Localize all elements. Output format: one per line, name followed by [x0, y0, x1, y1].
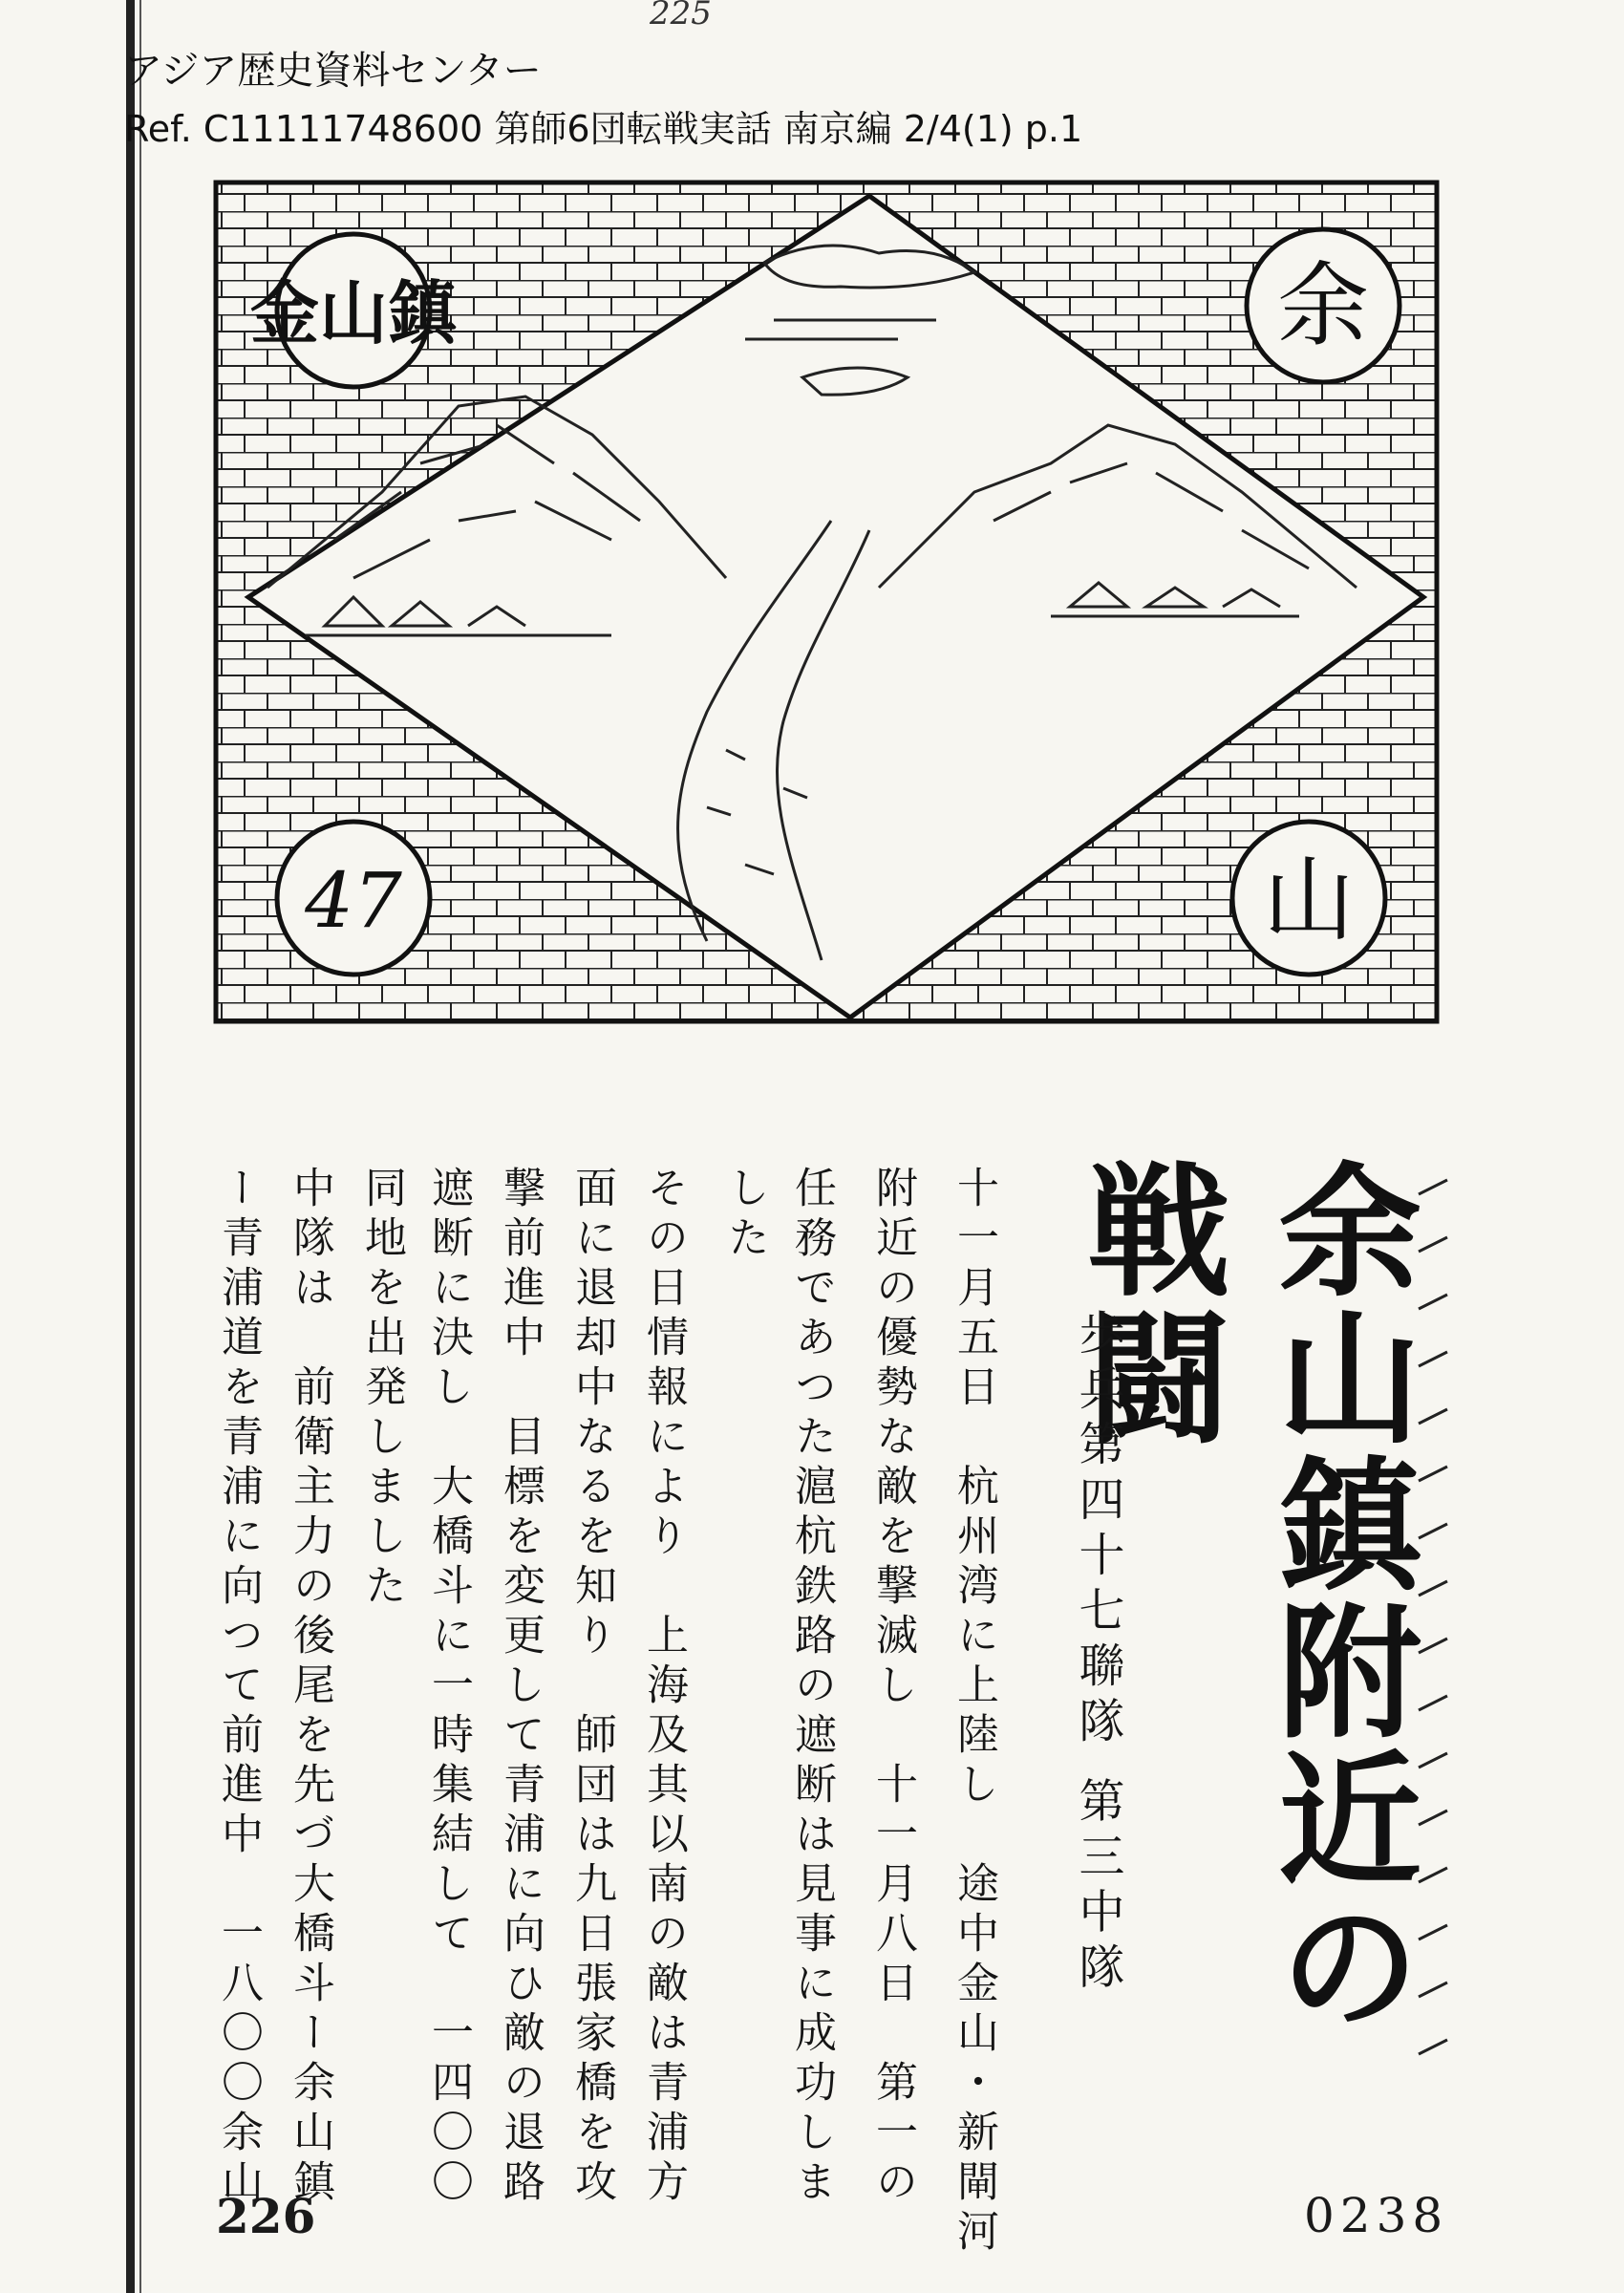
binding-margin-line-inner	[139, 0, 141, 2293]
roundel-bottom-right-label: 山	[1263, 846, 1355, 954]
header-illustration	[210, 177, 1442, 1027]
article-column-11: ー青浦道を青浦に向つて前進中 一八〇〇余山	[214, 1166, 263, 2209]
page-number-right: 0238	[1304, 2188, 1449, 2243]
article-column-4: した	[720, 1166, 769, 1265]
roundel-bottom-left-label: 47	[305, 856, 402, 945]
title-hatch-decoration	[1414, 1175, 1452, 2064]
roundel-bottom-right	[1232, 822, 1385, 975]
archive-title: アジア歴史資料センター	[124, 49, 542, 93]
article-column-7: 撃前進中 目標を変更して青浦に向ひ敵の退路	[496, 1166, 545, 2209]
handwritten-scribble: 225	[650, 0, 712, 32]
roundel-bottom-left	[277, 822, 430, 975]
page-number-left: 226	[216, 2188, 316, 2244]
roundel-top-right	[1247, 229, 1400, 382]
binding-margin-line	[126, 0, 135, 2293]
article-author: 歩兵第四十七聯隊 第三中隊	[1071, 1309, 1124, 1999]
article-column-8: 遮断に決し 大橋斗に一時集結して 一四〇〇	[424, 1166, 473, 2209]
article-column-3: 任務であつた滬杭鉄路の遮断は見事に成功しま	[787, 1166, 836, 2209]
article-column-10: 中隊は 前衛主力の後尾を先づ大橋斗ー余山鎮	[286, 1166, 334, 2209]
article-column-1: 十一月五日 杭州湾に上陸し 途中金山・新閘河	[950, 1166, 998, 2259]
roundel-top-left-label: 金山鎮	[249, 272, 458, 354]
roundel-top-right-label: 余	[1277, 252, 1369, 359]
article-column-6: 面に退却中なるを知り 師団は九日張家橋を攻	[567, 1166, 616, 2209]
article-column-5: その日情報により 上海及其以南の敵は青浦方	[639, 1166, 688, 2209]
article-column-9: 同地を出発しました	[357, 1166, 406, 1613]
archive-reference: Ref. C11111748600 第師6団転戦実話 南京編 2/4(1) p.1	[124, 108, 1083, 150]
article-title: 余山鎮附近の戦闘	[1062, 1156, 1421, 2039]
article-column-2: 附近の優勢な敵を撃滅し 十一月八日 第一の	[868, 1166, 917, 2209]
